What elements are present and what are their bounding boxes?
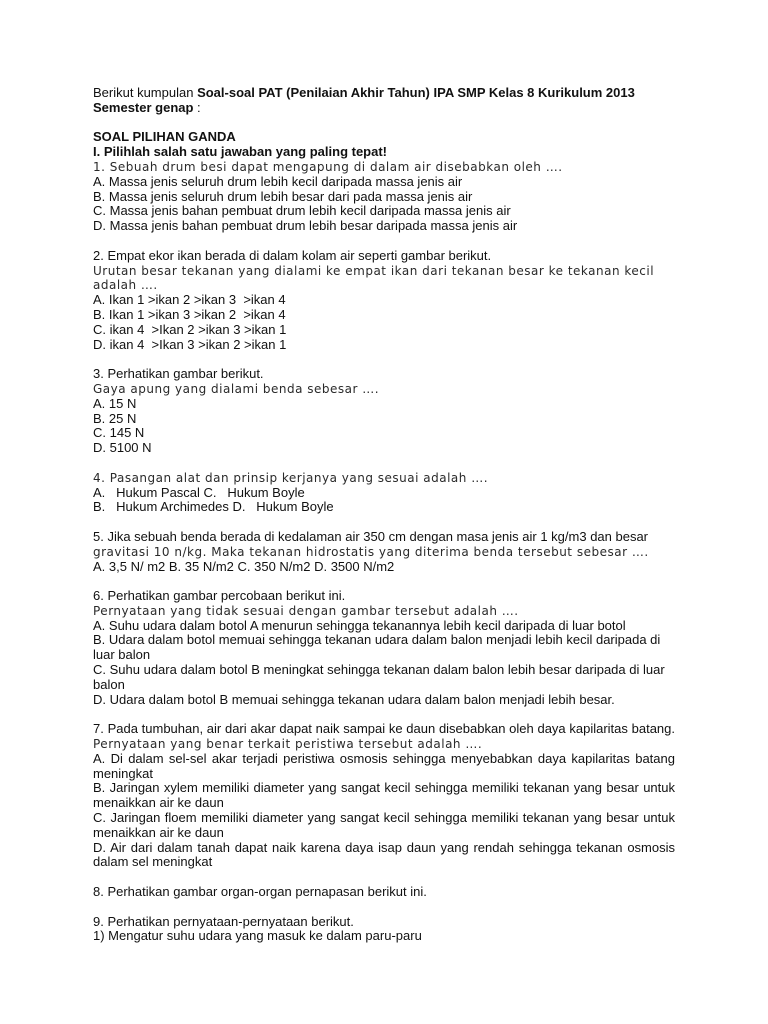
q3-question: 3. Perhatikan gambar berikut. [93,366,264,382]
q6-option-c: C. Suhu udara dalam botol B meningkat sehingga tekanan dalam balon lebih besar daripada di luar balon [93,662,665,692]
q7-option-b: B. Jaringan xylem memiliki diameter yang sangat kecil sehingga memiliki tekanan yang besar untuk menaikkan air ke daun [93,780,675,811]
q5-question-line-2: gravitasi 10 n/kg. Maka tekanan hidrostatis yang diterima benda tersebut sebesar …. [93,544,649,559]
section-title: SOAL PILIHAN GANDA [93,129,236,145]
q7-option-c: C. Jaringan floem memiliki diameter yang sangat kecil sehingga memiliki tekanan yang besar untuk menaikkan air ke daun [93,810,675,840]
q2-option-c: C. ikan 4 >Ikan 2 >ikan 3 >ikan 1 [93,321,287,337]
q2-option-a: A. Ikan 1 >ikan 2 >ikan 3 >ikan 4 [93,292,286,308]
q1-option-b: B. Massa jenis seluruh drum lebih besar dari pada massa jenis air [93,188,473,204]
q7-question-main: 7. Pada tumbuhan, air dari akar dapat naik sampai ke daun disebabkan oleh daya kapilaritas batang. [93,721,675,737]
spacer [93,116,675,131]
spacer [93,234,675,249]
q6-option-b: B. Udara dalam botol memuai sehingga tekanan udara dalam balon menjadi lebih kecil daripada di luar balon [93,632,661,663]
q6-prompt: Pernyataan yang tidak sesuai dengan gambar tersebut adalah …. [93,603,519,618]
spacer [93,707,675,722]
q5-options: A. 3,5 N/ m2 B. 35 N/m2 C. 350 N/m2 D. 3500 N/m2 [93,558,395,574]
document-body [93,86,675,944]
q2-option-b: B. Ikan 1 >ikan 3 >ikan 2 >ikan 4 [93,306,286,322]
intro-tail: : [193,99,201,115]
q5-question-line-1: 5. Jika sebuah benda berada di kedalaman air 350 cm dengan masa jenis air 1 kg/m3 dan besar [93,528,649,544]
q3-option-b: B. 25 N [93,410,137,426]
spacer [93,900,675,915]
q7-question-prompt: Pernyataan yang benar terkait peristiwa tersebut adalah …. [93,737,483,752]
q8-question: 8. Perhatikan gambar organ-organ pernapasan berikut ini. [93,884,427,900]
q1-option-a: A. Massa jenis seluruh drum lebih kecil daripada massa jenis air [93,173,463,189]
q6-question: 6. Perhatikan gambar percobaan berikut ini. [93,588,346,604]
q7-question [93,722,675,752]
q2-option-d: D. ikan 4 >Ikan 3 >ikan 2 >ikan 1 [93,336,287,352]
q9-item-1: 1) Mengatur suhu udara yang masuk ke dalam paru-paru [93,928,422,944]
spacer [93,574,675,589]
q7-option-a: A. Di dalam sel-sel akar terjadi peristiwa osmosis sehingga menyebabkan daya kapilaritas batang meningkat [93,750,675,781]
intro-title: Soal-soal PAT (Penilaian Akhir Tahun) IPA SMP Kelas 8 Kurikulum 2013 Semester genap [93,85,635,115]
q4-option-line-2: B. Hukum Archimedes D. Hukum Boyle [93,499,334,515]
instruction: I. Pilihlah salah satu jawaban yang paling tepat! [93,144,388,160]
q2-question: 2. Empat ekor ikan berada di dalam kolam air seperti gambar berikut. [93,247,492,263]
q9-question: 9. Perhatikan pernyataan-pernyataan berikut. [93,913,354,929]
spacer [93,352,675,367]
spacer [93,515,675,530]
q1-option-d: D. Massa jenis bahan pembuat drum lebih besar daripada massa jenis air [93,218,518,234]
q3-option-a: A. 15 N [93,395,137,411]
q4-option-line-1: A. Hukum Pascal C. Hukum Boyle [93,484,305,500]
q4-question: 4. Pasangan alat dan prinsip kerjanya yang sesuai adalah …. [93,470,489,485]
q3-prompt: Gaya apung yang dialami benda sebesar …. [93,381,380,396]
q3-option-c: C. 145 N [93,425,145,441]
q2-prompt: Urutan besar tekanan yang dialami ke empat ikan dari tekanan besar ke tekanan kecil adalah …. [93,263,655,293]
intro-paragraph [93,86,675,116]
q6-option-d: D. Udara dalam botol B memuai sehingga tekanan udara dalam balon menjadi lebih besar. [93,691,615,707]
spacer [93,870,675,885]
intro-lead: Berikut kumpulan [93,85,198,100]
q6-option-a: A. Suhu udara dalam botol A menurun sehingga tekanannya lebih kecil daripada di luar botol [93,617,626,633]
spacer [93,456,675,471]
q7-option-d: D. Air dari dalam tanah dapat naik karena daya isap daun yang rendah sehingga tekanan osmosis dalam sel meningkat [93,839,675,870]
q1-question: 1. Sebuah drum besi dapat mengapung di dalam air disebabkan oleh …. [93,159,563,174]
q3-option-d: D. 5100 N [93,440,152,456]
q1-option-c: C. Massa jenis bahan pembuat drum lebih kecil daripada massa jenis air [93,203,511,219]
